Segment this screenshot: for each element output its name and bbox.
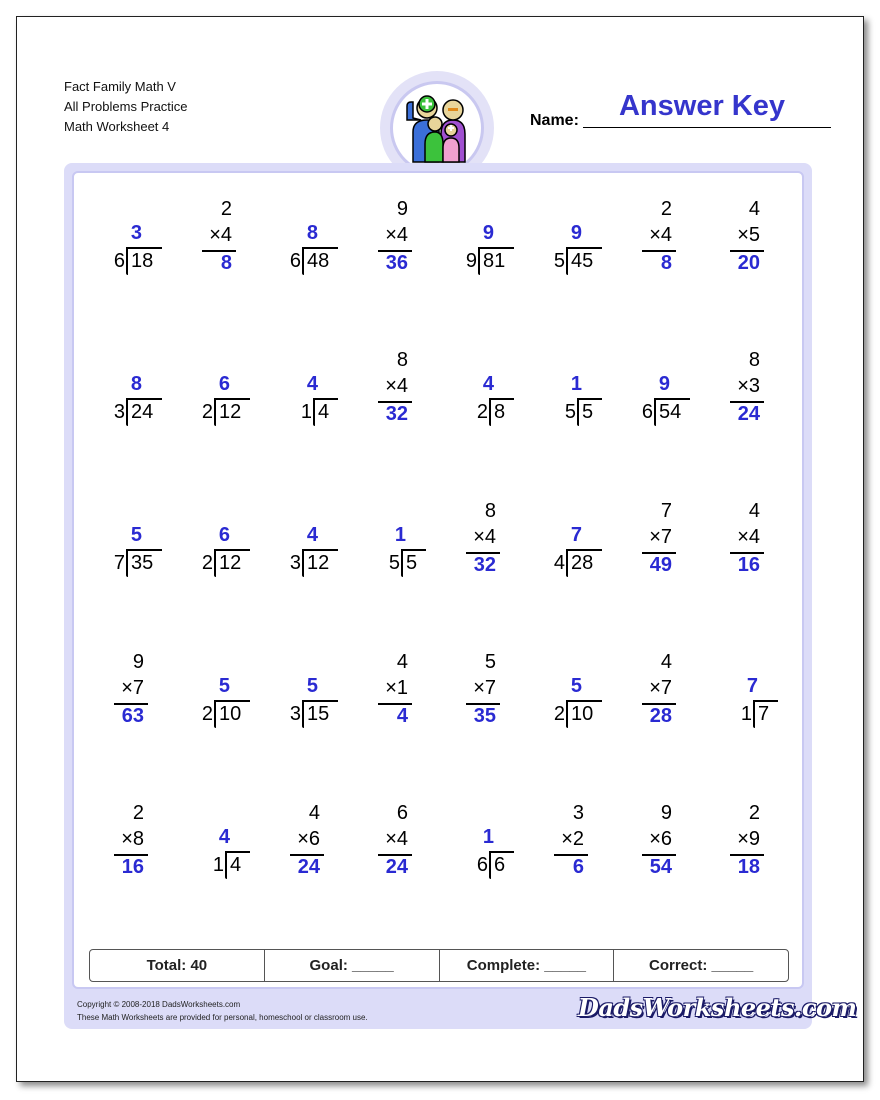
dividend: 81 [483,250,506,272]
dividend: 24 [131,401,154,423]
product-answer: 16 [737,554,760,576]
division-bracket [489,398,491,426]
multiplicand: 2 [660,198,672,220]
multiplier: ×7 [121,677,144,699]
division-bracket [313,398,315,426]
multiplicand: 7 [660,500,672,522]
multiplier: ×4 [385,224,408,246]
quotient-answer: 5 [306,675,318,697]
divisor: 6 [113,250,125,272]
divisor: 6 [476,854,488,876]
multiplication-problem [694,190,782,290]
divisor: 2 [476,401,488,423]
dividend: 8 [494,401,506,423]
division-vinculum [225,851,250,853]
multiplier: ×5 [737,224,760,246]
product-answer: 8 [220,252,232,274]
division-bracket-group [438,373,518,429]
multiplicand: 4 [748,198,760,220]
division-vinculum [214,398,250,400]
divisor: 5 [564,401,576,423]
brand-logo[interactable]: DadsWorksheets.com [578,993,857,1022]
title-line-3: Math Worksheet 4 [64,119,170,134]
division-problem [78,341,166,441]
dividend: 18 [131,250,154,272]
dividend: 4 [230,854,242,876]
quotient-answer: 9 [482,222,494,244]
score-bar [89,949,789,982]
quotient-answer: 4 [218,826,230,848]
division-bracket [214,398,216,426]
multiplier: ×7 [473,677,496,699]
multiplicand: 2 [748,802,760,824]
multiplicand: 8 [484,500,496,522]
quotient-answer: 3 [130,222,142,244]
multiplier: ×7 [649,677,672,699]
family-icon [393,84,481,172]
product-answer: 20 [737,252,760,274]
quotient-answer: 7 [746,675,758,697]
product-answer: 32 [385,403,408,425]
multiplicand: 4 [660,651,672,673]
quotient-answer: 4 [306,524,318,546]
division-vinculum [126,549,162,551]
multiplication-problem [606,492,694,592]
problem-row [78,492,782,592]
division-bracket-group [526,222,606,278]
division-vinculum [654,398,690,400]
divisor: 2 [201,703,213,725]
problem-row [78,341,782,441]
divisor: 3 [289,552,301,574]
dividend: 45 [571,250,594,272]
division-bracket [302,549,304,577]
division-bracket [577,398,579,426]
division-problem [166,794,254,894]
divisor: 2 [201,401,213,423]
division-vinculum [302,247,338,249]
dividend: 54 [659,401,682,423]
quotient-answer: 9 [570,222,582,244]
quotient-answer: 5 [130,524,142,546]
dividend: 48 [307,250,330,272]
division-bracket-group [174,373,254,429]
division-bracket [566,700,568,728]
logo-inner [390,81,484,175]
dividend: 5 [582,401,594,423]
product-answer: 18 [737,856,760,878]
goal-field[interactable]: Goal: _____ [265,950,440,981]
total-count: Total: 40 [90,950,265,981]
division-problem [518,341,606,441]
division-bracket [302,247,304,275]
multiplicand: 6 [396,802,408,824]
division-problem [166,492,254,592]
division-vinculum [577,398,602,400]
multiplier: ×6 [297,828,320,850]
divisor: 2 [201,552,213,574]
quotient-answer: 4 [482,373,494,395]
division-bracket-group [174,524,254,580]
product-answer: 28 [649,705,672,727]
title-line-1: Fact Family Math V [64,79,176,94]
quotient-answer: 5 [570,675,582,697]
division-problem [342,492,430,592]
division-bracket-group [86,524,166,580]
division-vinculum [489,851,514,853]
worksheet-title [64,77,188,137]
divisor: 6 [289,250,301,272]
usage-notice: These Math Worksheets are provided for personal, homeschool or classroom use. [77,1013,368,1022]
divisor: 1 [300,401,312,423]
quotient-answer: 5 [218,675,230,697]
division-vinculum [126,247,162,249]
division-bracket [753,700,755,728]
divisor: 5 [553,250,565,272]
multiplicand: 2 [132,802,144,824]
multiplication-problem [166,190,254,290]
quotient-answer: 6 [218,524,230,546]
correct-field[interactable]: Correct: _____ [649,957,754,974]
divisor: 9 [465,250,477,272]
division-problem [606,341,694,441]
division-vinculum [566,247,602,249]
quotient-answer: 6 [218,373,230,395]
division-bracket [225,851,227,879]
divisor: 1 [740,703,752,725]
multiplication-problem [518,794,606,894]
multiplier: ×2 [561,828,584,850]
product-answer: 49 [649,554,672,576]
problem-row [78,643,782,743]
multiplicand: 4 [748,500,760,522]
division-problem [78,190,166,290]
quotient-answer: 1 [482,826,494,848]
multiplication-problem [342,341,430,441]
division-bracket [126,398,128,426]
quotient-answer: 1 [394,524,406,546]
divisor: 2 [553,703,565,725]
divisor: 7 [113,552,125,574]
division-problem [166,341,254,441]
division-bracket-group [262,524,342,580]
multiplicand: 9 [660,802,672,824]
multiplication-problem [694,341,782,441]
product-answer: 36 [385,252,408,274]
complete-field[interactable]: Complete: _____ [440,950,615,981]
division-bracket-group [86,373,166,429]
multiplicand: 2 [220,198,232,220]
division-problem [518,190,606,290]
division-problem [430,190,518,290]
product-answer: 6 [572,856,584,878]
division-bracket [126,247,128,275]
multiplication-problem [606,794,694,894]
division-problem [254,190,342,290]
answer-key-heading: Answer Key [618,90,785,122]
multiplicand: 8 [748,349,760,371]
product-answer: 32 [473,554,496,576]
multiplier: ×9 [737,828,760,850]
multiplier: ×4 [209,224,232,246]
division-bracket-group [262,222,342,278]
divisor: 3 [289,703,301,725]
division-bracket-group [174,826,254,882]
division-vinculum [302,700,338,702]
product-answer: 16 [121,856,144,878]
product-answer: 63 [121,705,144,727]
dividend: 10 [219,703,242,725]
division-bracket-group [262,373,342,429]
division-bracket [489,851,491,879]
division-problem [166,643,254,743]
division-bracket [478,247,480,275]
multiplicand: 8 [396,349,408,371]
product-answer: 4 [396,705,408,727]
division-bracket-group [174,675,254,731]
product-answer: 54 [649,856,672,878]
multiplier: ×4 [473,526,496,548]
division-bracket [401,549,403,577]
multiplication-problem [430,492,518,592]
division-bracket-group [702,675,782,731]
multiplication-problem [78,643,166,743]
product-answer: 24 [297,856,320,878]
quotient-answer: 7 [570,524,582,546]
quotient-answer: 1 [570,373,582,395]
division-problem [430,794,518,894]
multiplication-problem [342,190,430,290]
multiplication-problem [254,794,342,894]
quotient-answer: 8 [130,373,142,395]
division-problem [518,643,606,743]
multiplier: ×8 [121,828,144,850]
problem-row [78,794,782,894]
division-problem [78,492,166,592]
division-vinculum [302,549,338,551]
copyright-notice [77,998,368,1024]
dividend: 12 [307,552,330,574]
division-bracket [214,549,216,577]
divisor: 4 [553,552,565,574]
division-bracket [566,549,568,577]
multiplicand: 4 [308,802,320,824]
division-vinculum [489,398,514,400]
quotient-answer: 4 [306,373,318,395]
quotient-answer: 8 [306,222,318,244]
multiplication-problem [694,794,782,894]
division-bracket [654,398,656,426]
multiplier: ×4 [385,828,408,850]
divisor: 6 [641,401,653,423]
dividend: 12 [219,401,242,423]
division-problem [430,341,518,441]
division-bracket-group [86,222,166,278]
division-vinculum [126,398,162,400]
multiplier: ×1 [385,677,408,699]
multiplicand: 4 [396,651,408,673]
multiplication-problem [78,794,166,894]
division-problem [254,643,342,743]
division-vinculum [566,549,602,551]
division-bracket-group [526,524,606,580]
multiplier: ×4 [385,375,408,397]
product-answer: 24 [385,856,408,878]
name-field-line[interactable] [583,127,831,128]
dividend: 7 [758,703,770,725]
multiplication-problem [606,190,694,290]
division-vinculum [313,398,338,400]
division-bracket [126,549,128,577]
division-bracket-group [262,675,342,731]
title-line-2: All Problems Practice [64,99,188,114]
multiplication-problem [430,643,518,743]
multiplicand: 9 [396,198,408,220]
multiplier: ×4 [737,526,760,548]
division-bracket-group [526,373,606,429]
quotient-answer: 9 [658,373,670,395]
product-answer: 35 [473,705,496,727]
product-answer: 8 [660,252,672,274]
division-problem [254,492,342,592]
division-vinculum [753,700,778,702]
problem-row [78,190,782,290]
division-problem [694,643,782,743]
division-vinculum [401,549,426,551]
dividend: 10 [571,703,594,725]
division-bracket [302,700,304,728]
dividend: 6 [494,854,506,876]
multiplicand: 3 [572,802,584,824]
dividend: 5 [406,552,418,574]
multiplier: ×3 [737,375,760,397]
division-vinculum [214,700,250,702]
divisor: 5 [388,552,400,574]
division-bracket-group [438,826,518,882]
multiplication-problem [342,643,430,743]
multiplicand: 5 [484,651,496,673]
division-bracket-group [438,222,518,278]
division-problem [254,341,342,441]
dividend: 35 [131,552,154,574]
multiplier: ×4 [649,224,672,246]
division-bracket-group [350,524,430,580]
division-bracket-group [526,675,606,731]
multiplier: ×6 [649,828,672,850]
division-vinculum [478,247,514,249]
dividend: 15 [307,703,330,725]
division-bracket [566,247,568,275]
dividend: 12 [219,552,242,574]
multiplication-problem [606,643,694,743]
division-bracket [214,700,216,728]
divisor: 1 [212,854,224,876]
multiplier: ×7 [649,526,672,548]
dividend: 28 [571,552,594,574]
division-bracket-group [614,373,694,429]
division-problem [518,492,606,592]
division-vinculum [214,549,250,551]
divisor: 3 [113,401,125,423]
copyright-line: Copyright © 2008-2018 DadsWorksheets.com [77,1000,241,1009]
multiplicand: 9 [132,651,144,673]
product-answer: 24 [737,403,760,425]
multiplication-problem [694,492,782,592]
division-vinculum [566,700,602,702]
name-label: Name: [530,112,579,129]
dividend: 4 [318,401,330,423]
multiplication-problem [342,794,430,894]
